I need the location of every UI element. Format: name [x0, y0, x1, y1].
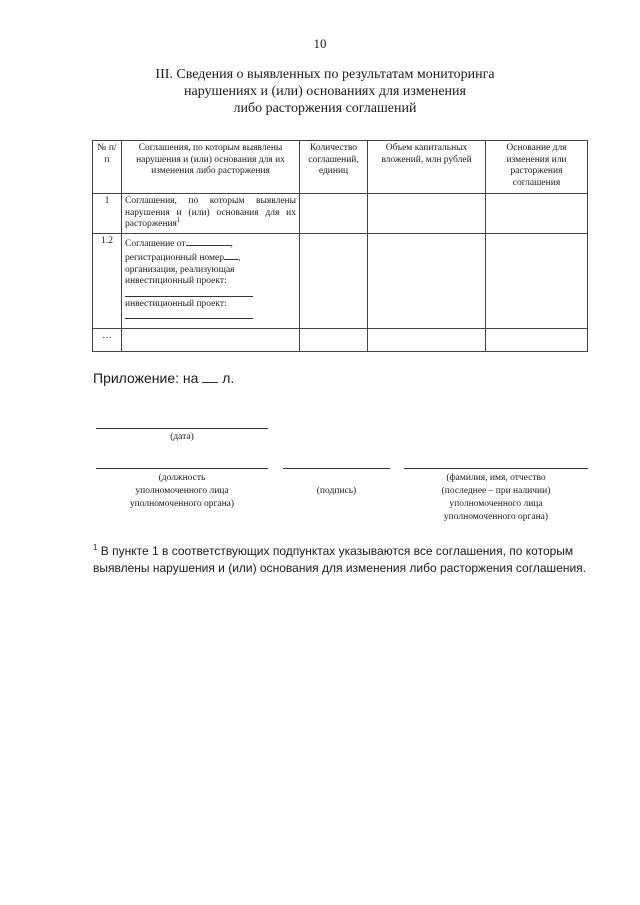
row-number: 1 — [93, 194, 122, 234]
row-description — [122, 194, 300, 234]
row-agreement-details — [122, 233, 300, 328]
position-caption-line-3: уполномоченного органа) — [129, 499, 235, 509]
signature-line[interactable] — [283, 468, 390, 469]
section-heading — [100, 66, 550, 117]
cell-capital-investment[interactable] — [368, 328, 486, 351]
registration-number-label: регистрационный номер — [125, 253, 224, 263]
table-row — [93, 194, 588, 234]
name-caption-line-4: уполномоченного органа) — [443, 512, 549, 522]
header-count: Количество соглашений, единиц — [300, 141, 368, 194]
date-line[interactable] — [96, 428, 268, 429]
cell-basis[interactable] — [486, 194, 588, 234]
name-caption-line-1: (фамилия, имя, отчество — [446, 473, 546, 483]
table-row — [93, 233, 588, 328]
cell-description[interactable] — [122, 328, 300, 351]
header-capital-investment: Объем капитальных вложений, млн рублей — [368, 141, 486, 194]
organization-label: организация, реализующая инвестиционный проект: — [125, 264, 235, 286]
heading-line-3: либо расторжения соглашений — [233, 101, 417, 116]
footnote-marker: 1 — [176, 215, 181, 224]
header-basis: Основание для изменения или расторжения соглашения — [486, 141, 588, 194]
cell-count[interactable] — [300, 328, 368, 351]
footnote-text: В пункте 1 в соответствующих подпунктах указываются все соглашения, по которым выявлены нарушения и (или) основания для изменения либо расторжения соглашения. — [93, 544, 586, 575]
table-row — [93, 328, 588, 351]
project-blank[interactable] — [125, 310, 253, 319]
signature-caption: (подпись) — [316, 486, 357, 496]
violations-table — [92, 140, 588, 352]
cell-count[interactable] — [300, 233, 368, 328]
cell-capital-investment[interactable] — [368, 194, 486, 234]
cell-capital-investment[interactable] — [368, 233, 486, 328]
row-description-text: Соглашения, по которым выявлены нарушения и (или) основания для их расторжения — [125, 196, 296, 229]
position-caption — [96, 472, 268, 511]
table-header-row — [93, 141, 588, 194]
header-number: № п/п — [93, 141, 122, 194]
appendix-pages-blank[interactable] — [202, 370, 218, 383]
organization-blank[interactable] — [125, 288, 253, 297]
name-caption — [404, 472, 588, 524]
name-caption-line-2: (последнее – при наличии) — [441, 486, 551, 496]
footnote-number: 1 — [93, 543, 98, 552]
cell-basis[interactable] — [486, 328, 588, 351]
page-number: 10 — [313, 36, 327, 51]
heading-line-1: III. Сведения о выявленных по результатам мониторинга — [155, 67, 495, 82]
position-caption-line-2: уполномоченного лица — [135, 486, 229, 496]
cell-basis[interactable] — [486, 233, 588, 328]
agreement-from-label: Соглашение от — [125, 238, 186, 249]
heading-line-2: нарушениях и (или) основаниях для изменения — [184, 84, 466, 99]
header-agreements: Соглашения, по которым выявлены нарушения и (или) основания для их изменения либо расторжения — [122, 141, 300, 194]
agreement-date-blank[interactable] — [186, 236, 231, 246]
position-caption-line-1: (должность — [158, 473, 206, 483]
name-line[interactable] — [404, 468, 588, 469]
appendix-suffix: л. — [222, 370, 235, 386]
project-label: инвестиционный проект: — [125, 298, 227, 309]
appendix-label: Приложение: на — [93, 370, 199, 386]
agreement-from-line: Соглашение от , — [125, 236, 296, 251]
registration-number-blank[interactable] — [224, 250, 238, 260]
footnote — [93, 543, 593, 577]
name-caption-line-3: уполномоченного лица — [449, 499, 543, 509]
date-caption: (дата) — [170, 432, 194, 442]
registration-number-line: регистрационный номер , — [125, 250, 296, 265]
row-number: 1.2 — [93, 233, 122, 328]
appendix-line — [93, 370, 234, 386]
cell-count[interactable] — [300, 194, 368, 234]
position-line[interactable] — [96, 468, 268, 469]
row-number: … — [93, 328, 122, 351]
